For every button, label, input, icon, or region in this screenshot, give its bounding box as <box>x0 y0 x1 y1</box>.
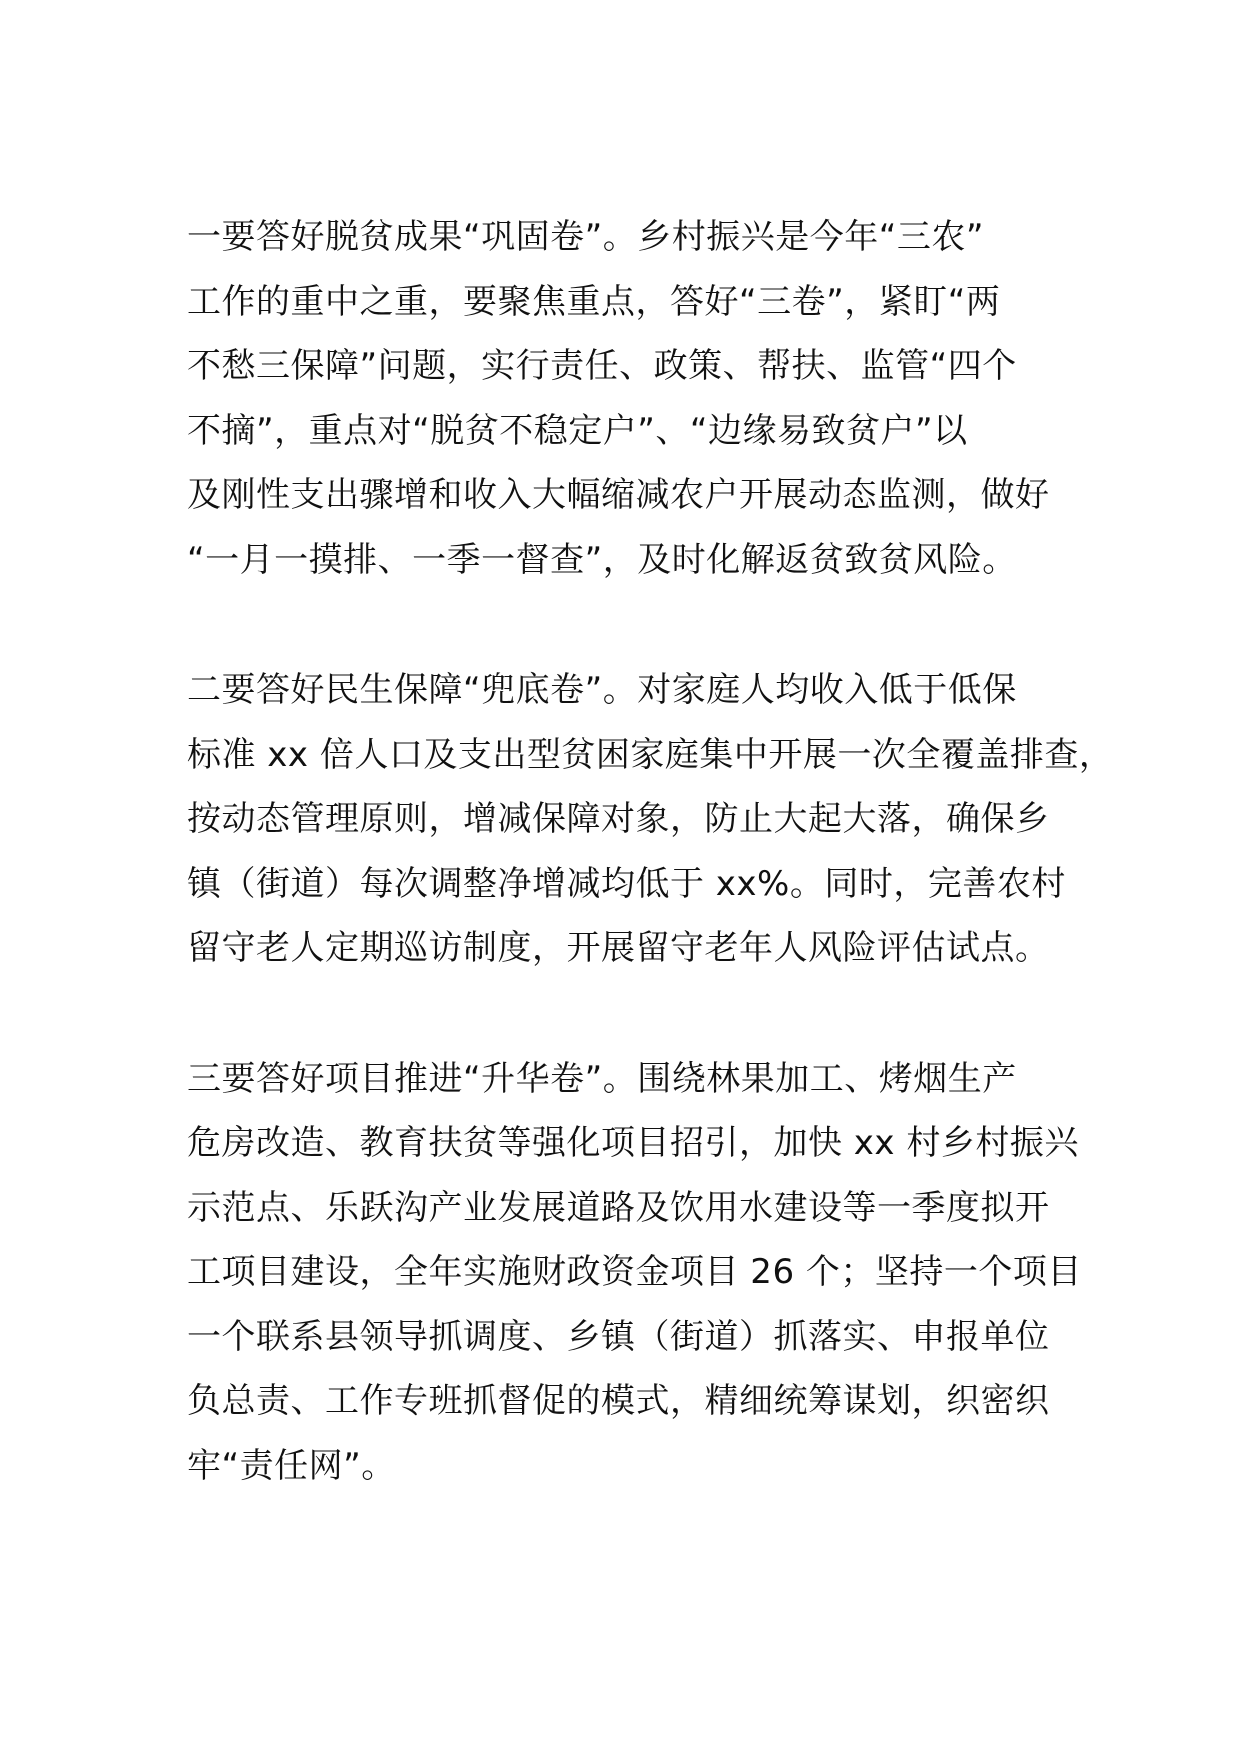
paragraph-line: 标准 xx 倍人口及支出型贫困家庭集中开展一次全覆盖排查， <box>187 734 1114 775</box>
paragraph-line: 示范点、乐跃沟产业发展道路及饮用水建设等一季度拟开 <box>187 1187 1050 1228</box>
paragraph-projects <box>187 1047 1087 1499</box>
paragraph-line: 按动态管理原则，增减保障对象，防止大起大落，确保乡 <box>187 799 1050 839</box>
paragraph-line: 三要答好项目推进“升华卷”。围绕林果加工、烤烟生产 <box>187 1058 1017 1099</box>
paragraph-line: 工作的重中之重，要聚焦重点，答好“三卷”，紧盯“两 <box>187 281 1001 322</box>
document-body <box>187 205 1114 1498</box>
paragraph-line: 二要答好民生保障“兜底卷”。对家庭人均收入低于低保 <box>187 670 1017 710</box>
paragraph-livelihood <box>187 658 1114 981</box>
paragraph-line: 工项目建设，全年实施财政资金项目 26 个；坚持一个项目 <box>187 1252 1082 1292</box>
paragraph-consolidation <box>187 205 1087 592</box>
paragraph-line: 危房改造、教育扶贫等强化项目招引，加快 xx 村乡村振兴 <box>187 1123 1079 1163</box>
paragraph-line: 不愁三保障”问题，实行责任、政策、帮扶、监管“四个 <box>187 346 1017 386</box>
paragraph-spacer <box>187 981 1087 1047</box>
paragraph-spacer <box>187 592 1087 658</box>
paragraph-line: 牢“责任网”。 <box>187 1445 396 1486</box>
paragraph-line: 及刚性支出骤增和收入大幅缩减农户开展动态监测，做好 <box>187 475 1050 515</box>
paragraph-line: 一要答好脱贫成果“巩固卷”。乡村振兴是今年“三农” <box>187 217 984 257</box>
paragraph-line: 一个联系县领导抓调度、乡镇（街道）抓落实、申报单位 <box>187 1316 1050 1357</box>
paragraph-line: 留守老人定期巡访制度，开展留守老年人风险评估试点。 <box>187 928 1050 968</box>
paragraph-line: 负总责、工作专班抓督促的模式，精细统筹谋划，织密织 <box>187 1381 1050 1421</box>
paragraph-line: 镇（街道）每次调整净增减均低于 xx%。同时，完善农村 <box>187 863 1066 904</box>
paragraph-line: “一月一摸排、一季一督查”，及时化解返贫致贫风险。 <box>187 539 1017 580</box>
paragraph-line: 不摘”，重点对“脱贫不稳定户”、“边缘易致贫户”以 <box>187 410 968 451</box>
